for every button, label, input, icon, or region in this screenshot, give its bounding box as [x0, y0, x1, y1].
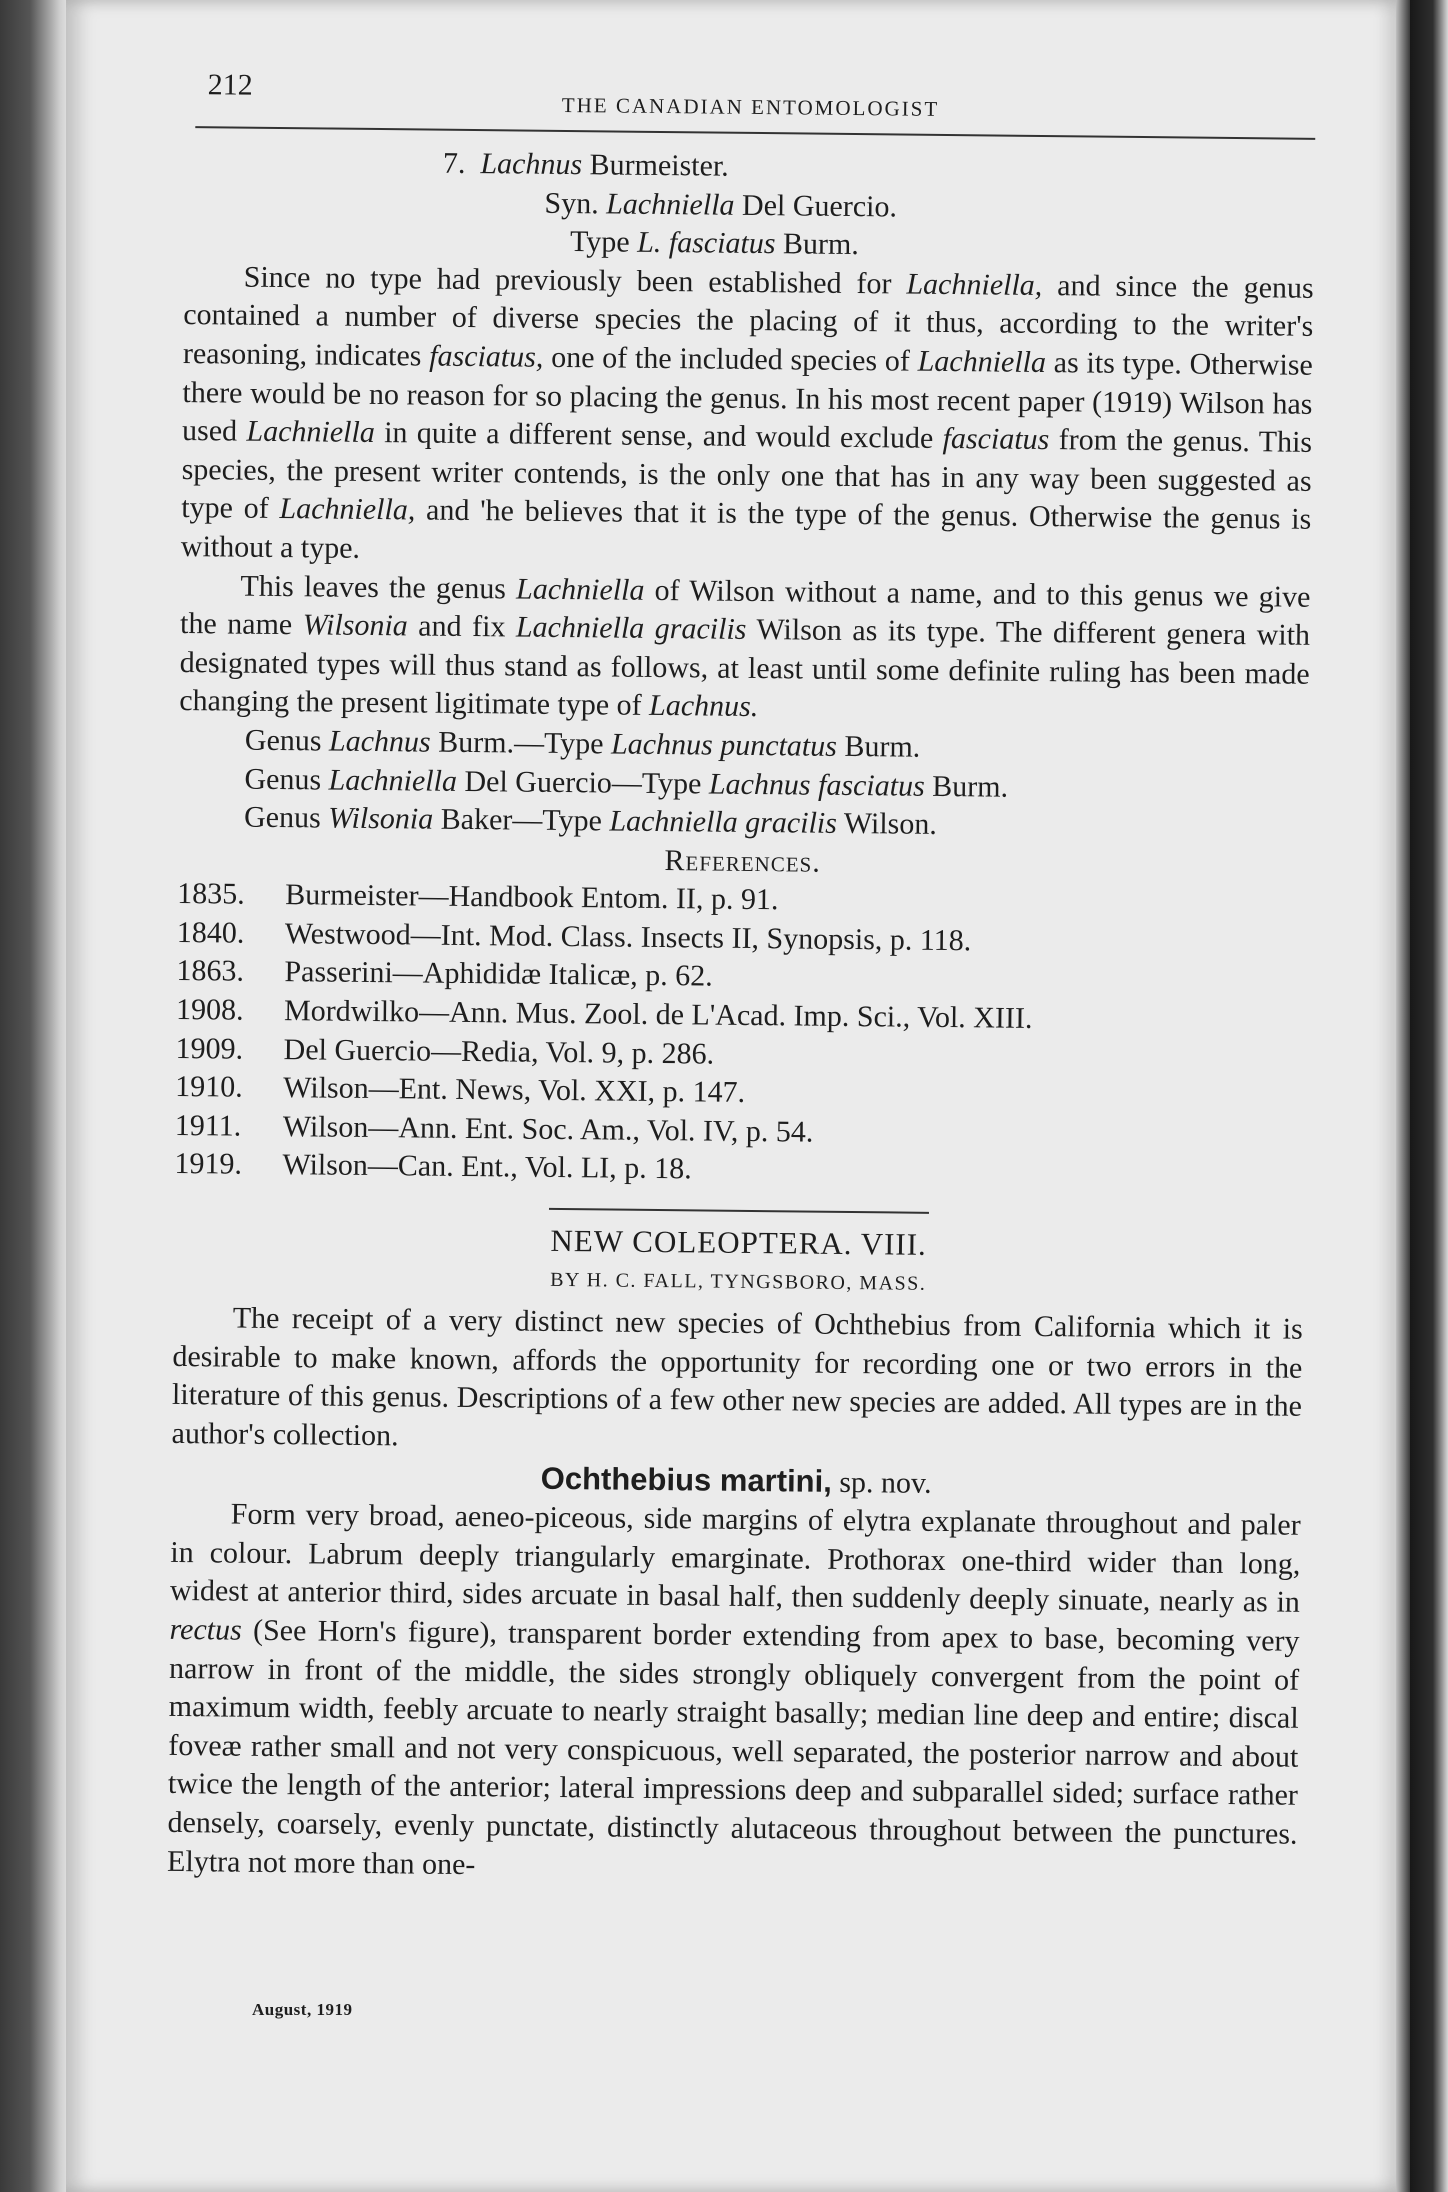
species-note: sp. nov. — [831, 1465, 932, 1500]
genus-type-entry: Genus Lachniella Del Guercio—Type Lachnus fasciatus Burm. — [244, 762, 1009, 804]
genus-type-list — [244, 722, 1309, 849]
type-author: Burm. — [782, 227, 860, 262]
reference-item: 1840. Westwood—Int. Mod. Class. Insects II, Synopsis, p. 118. — [176, 915, 972, 958]
article-intro: The receipt of a very distinct new species of Ochthebius from California which it is desirable to make known, affords the opportunity for recording one or two errors in the literature of this genus. Descriptions of a few other new species are added. All types are in the author's collection. — [171, 1301, 1303, 1453]
reference-item: 1919. Wilson—Can. Ent., Vol. LI, p. 18. — [174, 1147, 692, 1186]
syn-author: Del Guercio. — [741, 188, 898, 224]
page-number: 212 — [207, 68, 253, 102]
genus-type-entry: Genus Lachnus Burm.—Type Lachnus punctatus Burm. — [244, 723, 921, 764]
section-separator — [549, 1208, 929, 1214]
paragraph-wilsonia: This leaves the genus Lachniella of Wilson without a name, and to this genus we give the name Wilsonia and fix Lachniella gracilis Wilson as its type. The different genera with designated types will thus stand as follows, at least until some definite ruling has been made changing the present ligitimate type of Lachnus. — [179, 569, 1311, 724]
journal-page — [66, 0, 1396, 2192]
genus-name: Lachnus — [480, 147, 583, 182]
syn-genus: Lachniella — [606, 187, 735, 222]
article-title: NEW COLEOPTERA. VIII. — [550, 1222, 927, 1262]
genus-type-entry: Genus Wilsonia Baker—Type Lachniella gracilis Wilson. — [243, 800, 937, 841]
species-name: Ochthebius martini, — [540, 1460, 833, 1499]
reference-item: 1908. Mordwilko—Ann. Mus. Zool. de L'Acad. Imp. Sci., Vol. XIII. — [175, 993, 1033, 1035]
article-byline: BY H. C. FALL, TYNGSBORO, MASS. — [550, 1268, 927, 1295]
type-label: Type — [569, 225, 630, 259]
references-heading: References. — [664, 843, 821, 879]
reference-item: 1911. Wilson—Ann. Ent. Soc. Am., Vol. IV, p. 54. — [174, 1108, 814, 1149]
paragraph-lachniella-type: Since no type had previously been established for Lachniella, and since the genus contained a number of diverse species the placing of it thus, according to the writer's reasoning, indicates fasciatus, one of the included species of Lachniella as its type. Otherwise there would be no reason for so placing the genus. In his most recent paper (1919) Wilson has used Lachniella in quite a different sense, and would exclude fasciatus from the genus. This species, the present writer contends, is the only one that has in any way been suggested as type of Lachniella, and 'he believes that it is the type of the genus. Otherwise the genus is without a type. — [180, 260, 1314, 565]
syn-label: Syn. — [544, 186, 599, 220]
reference-item: 1910. Wilson—Ent. News, Vol. XXI, p. 147. — [175, 1070, 746, 1110]
page-content — [167, 60, 1316, 1893]
adjacent-page-edge — [1410, 0, 1448, 2192]
species-description: Form very broad, aeneo-piceous, side margins of elytra explanate throughout and paler in colour. Labrum deeply triangularly emarginate. Prothorax one-third wider than long, widest at anterior third, sides arcuate in basal half, then suddenly deeply sinuate, nearly as in rectus (See Horn's figure), transparent border extending from apex to base, becoming very narrow in front of the middle, the sides strongly obliquely convergent from the point of maximum width, feebly arcuate to nearly straight basally; median line deep and entire; discal foveæ rather small and not very conspicuous, well separated, the posterior narrow and about twice the length of the anterior; lateral impressions deep and subparallel sided; surface rather densely, coarsely, evenly punctate, distinctly alutaceous throughout between the punctures. Elytra not more than one- — [166, 1497, 1301, 1881]
reference-item: 1909. Del Guercio—Redia, Vol. 9, p. 286. — [175, 1031, 715, 1071]
running-head — [185, 60, 1316, 130]
references-list — [174, 875, 1307, 1196]
type-species: L. fasciatus — [636, 225, 776, 261]
reference-item: 1835. Burmeister—Handbook Entom. II, p. 91. — [177, 877, 779, 917]
genus-number: 7. — [442, 146, 466, 180]
reference-item: 1863. Passerini—Aphididæ Italicæ, p. 62. — [176, 954, 713, 994]
genus-author: Burmeister. — [589, 148, 729, 183]
footer-date: August, 1919 — [252, 2000, 353, 2019]
journal-title: THE CANADIAN ENTOMOLOGIST — [561, 92, 940, 121]
